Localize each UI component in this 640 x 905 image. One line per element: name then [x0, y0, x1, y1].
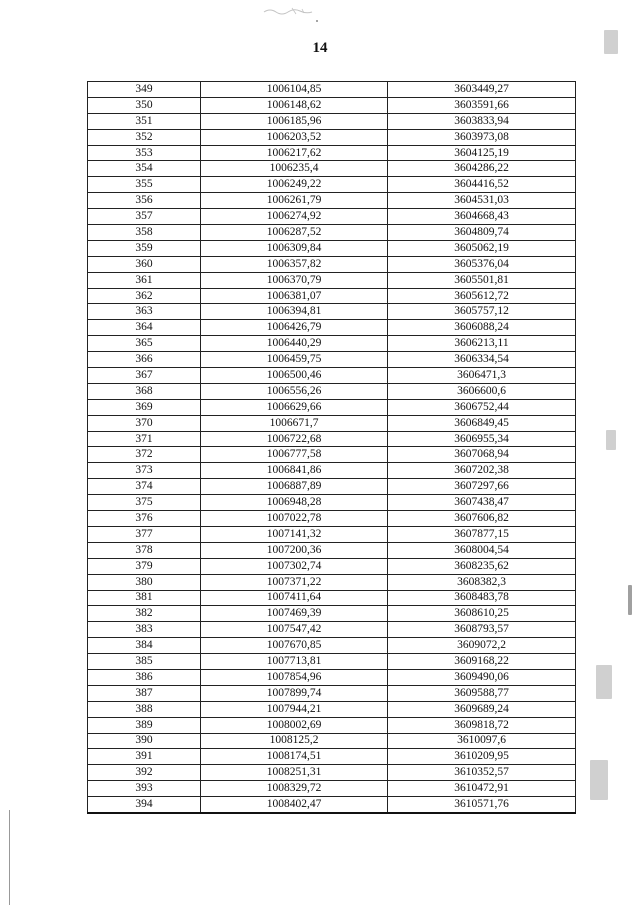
point-number-cell: 386: [88, 669, 201, 685]
y-coordinate-cell: 3606752,44: [388, 399, 576, 415]
point-number-cell: 394: [88, 797, 201, 813]
y-coordinate-cell: 3608235,62: [388, 558, 576, 574]
point-number-cell: 383: [88, 622, 201, 638]
scan-speckle: [606, 430, 616, 450]
y-coordinate-cell: 3606471,3: [388, 368, 576, 384]
x-coordinate-cell: 1006948,28: [201, 495, 388, 511]
x-coordinate-cell: 1006556,26: [201, 383, 388, 399]
point-number-cell: 365: [88, 336, 201, 352]
point-number-cell: 355: [88, 177, 201, 193]
y-coordinate-cell: 3610352,57: [388, 765, 576, 781]
x-coordinate-cell: 1007547,42: [201, 622, 388, 638]
x-coordinate-cell: 1006235,4: [201, 161, 388, 177]
table-row: [88, 320, 576, 336]
x-coordinate-cell: 1006381,07: [201, 288, 388, 304]
table-row: [88, 113, 576, 129]
point-number-cell: 368: [88, 383, 201, 399]
table-row: [88, 781, 576, 797]
point-number-cell: 387: [88, 685, 201, 701]
scan-artifact-mark: [262, 6, 322, 16]
y-coordinate-cell: 3607438,47: [388, 495, 576, 511]
point-number-cell: 388: [88, 701, 201, 717]
x-coordinate-cell: 1006777,58: [201, 447, 388, 463]
point-number-cell: 350: [88, 97, 201, 113]
point-number-cell: 384: [88, 638, 201, 654]
point-number-cell: 369: [88, 399, 201, 415]
point-number-cell: 381: [88, 590, 201, 606]
point-number-cell: 351: [88, 113, 201, 129]
table-row: [88, 272, 576, 288]
scan-speckle: [596, 665, 612, 699]
x-coordinate-cell: 1007371,22: [201, 574, 388, 590]
point-number-cell: 374: [88, 479, 201, 495]
point-number-cell: 385: [88, 654, 201, 670]
point-number-cell: 352: [88, 129, 201, 145]
y-coordinate-cell: 3603973,08: [388, 129, 576, 145]
table-row: [88, 177, 576, 193]
x-coordinate-cell: 1006459,75: [201, 352, 388, 368]
table-row: [88, 97, 576, 113]
point-number-cell: 362: [88, 288, 201, 304]
table-row: [88, 352, 576, 368]
table-row: [88, 383, 576, 399]
x-coordinate-cell: 1008002,69: [201, 717, 388, 733]
y-coordinate-cell: 3609490,06: [388, 669, 576, 685]
point-number-cell: 360: [88, 256, 201, 272]
x-coordinate-cell: 1006841,86: [201, 463, 388, 479]
x-coordinate-cell: 1006309,84: [201, 240, 388, 256]
table-row: [88, 574, 576, 590]
point-number-cell: 376: [88, 511, 201, 527]
x-coordinate-cell: 1006629,66: [201, 399, 388, 415]
y-coordinate-cell: 3609168,22: [388, 654, 576, 670]
y-coordinate-cell: 3606955,34: [388, 431, 576, 447]
y-coordinate-cell: 3608382,3: [388, 574, 576, 590]
coordinates-table-body: [88, 82, 576, 813]
x-coordinate-cell: 1006671,7: [201, 415, 388, 431]
point-number-cell: 363: [88, 304, 201, 320]
table-row: [88, 209, 576, 225]
y-coordinate-cell: 3609689,24: [388, 701, 576, 717]
y-coordinate-cell: 3603449,27: [388, 82, 576, 98]
point-number-cell: 357: [88, 209, 201, 225]
table-row: [88, 240, 576, 256]
y-coordinate-cell: 3609588,77: [388, 685, 576, 701]
y-coordinate-cell: 3607068,94: [388, 447, 576, 463]
scan-artifact-dot: [316, 20, 318, 22]
table-row: [88, 749, 576, 765]
x-coordinate-cell: 1007944,21: [201, 701, 388, 717]
point-number-cell: 377: [88, 526, 201, 542]
x-coordinate-cell: 1006261,79: [201, 193, 388, 209]
table-row: [88, 701, 576, 717]
y-coordinate-cell: 3608610,25: [388, 606, 576, 622]
point-number-cell: 375: [88, 495, 201, 511]
x-coordinate-cell: 1006426,79: [201, 320, 388, 336]
point-number-cell: 349: [88, 82, 201, 98]
y-coordinate-cell: 3606088,24: [388, 320, 576, 336]
point-number-cell: 354: [88, 161, 201, 177]
point-number-cell: 373: [88, 463, 201, 479]
table-row: [88, 447, 576, 463]
x-coordinate-cell: 1007411,64: [201, 590, 388, 606]
x-coordinate-cell: 1006440,29: [201, 336, 388, 352]
point-number-cell: 361: [88, 272, 201, 288]
x-coordinate-cell: 1006104,85: [201, 82, 388, 98]
table-row: [88, 654, 576, 670]
x-coordinate-cell: 1007854,96: [201, 669, 388, 685]
point-number-cell: 353: [88, 145, 201, 161]
table-row: [88, 511, 576, 527]
x-coordinate-cell: 1007670,85: [201, 638, 388, 654]
y-coordinate-cell: 3606213,11: [388, 336, 576, 352]
x-coordinate-cell: 1008402,47: [201, 797, 388, 813]
point-number-cell: 380: [88, 574, 201, 590]
y-coordinate-cell: 3604668,43: [388, 209, 576, 225]
x-coordinate-cell: 1008251,31: [201, 765, 388, 781]
y-coordinate-cell: 3607202,38: [388, 463, 576, 479]
table-row: [88, 463, 576, 479]
x-coordinate-cell: 1008174,51: [201, 749, 388, 765]
x-coordinate-cell: 1007302,74: [201, 558, 388, 574]
y-coordinate-cell: 3605757,12: [388, 304, 576, 320]
y-coordinate-cell: 3605062,19: [388, 240, 576, 256]
x-coordinate-cell: 1007022,78: [201, 511, 388, 527]
y-coordinate-cell: 3609818,72: [388, 717, 576, 733]
table-row: [88, 161, 576, 177]
table-row: [88, 542, 576, 558]
x-coordinate-cell: 1008329,72: [201, 781, 388, 797]
y-coordinate-cell: 3610097,6: [388, 733, 576, 749]
table-row: [88, 479, 576, 495]
point-number-cell: 391: [88, 749, 201, 765]
y-coordinate-cell: 3606600,6: [388, 383, 576, 399]
table-row: [88, 304, 576, 320]
point-number-cell: 378: [88, 542, 201, 558]
point-number-cell: 359: [88, 240, 201, 256]
y-coordinate-cell: 3605612,72: [388, 288, 576, 304]
y-coordinate-cell: 3607297,66: [388, 479, 576, 495]
point-number-cell: 389: [88, 717, 201, 733]
table-row: [88, 526, 576, 542]
point-number-cell: 372: [88, 447, 201, 463]
y-coordinate-cell: 3610472,91: [388, 781, 576, 797]
x-coordinate-cell: 1006394,81: [201, 304, 388, 320]
point-number-cell: 367: [88, 368, 201, 384]
table-row: [88, 606, 576, 622]
y-coordinate-cell: 3607877,15: [388, 526, 576, 542]
x-coordinate-cell: 1007141,32: [201, 526, 388, 542]
table-row: [88, 256, 576, 272]
point-number-cell: 390: [88, 733, 201, 749]
x-coordinate-cell: 1006357,82: [201, 256, 388, 272]
table-row: [88, 431, 576, 447]
table-row: [88, 717, 576, 733]
table-row: [88, 495, 576, 511]
point-number-cell: 358: [88, 225, 201, 241]
point-number-cell: 370: [88, 415, 201, 431]
table-row: [88, 193, 576, 209]
table-row: [88, 638, 576, 654]
y-coordinate-cell: 3604531,03: [388, 193, 576, 209]
y-coordinate-cell: 3608483,78: [388, 590, 576, 606]
x-coordinate-cell: 1006722,68: [201, 431, 388, 447]
table-row: [88, 82, 576, 98]
y-coordinate-cell: 3604286,22: [388, 161, 576, 177]
x-coordinate-cell: 1007899,74: [201, 685, 388, 701]
x-coordinate-cell: 1008125,2: [201, 733, 388, 749]
table-row: [88, 685, 576, 701]
table-row: [88, 590, 576, 606]
y-coordinate-cell: 3609072,2: [388, 638, 576, 654]
x-coordinate-cell: 1006500,46: [201, 368, 388, 384]
table-row: [88, 288, 576, 304]
scan-margin-line: [9, 810, 10, 905]
table-row: [88, 797, 576, 813]
x-coordinate-cell: 1006203,52: [201, 129, 388, 145]
y-coordinate-cell: 3606334,54: [388, 352, 576, 368]
y-coordinate-cell: 3603591,66: [388, 97, 576, 113]
y-coordinate-cell: 3605376,04: [388, 256, 576, 272]
scan-speckle: [604, 30, 618, 54]
point-number-cell: 379: [88, 558, 201, 574]
table-row: [88, 669, 576, 685]
y-coordinate-cell: 3603833,94: [388, 113, 576, 129]
y-coordinate-cell: 3604416,52: [388, 177, 576, 193]
table-row: [88, 129, 576, 145]
x-coordinate-cell: 1006287,52: [201, 225, 388, 241]
table-row: [88, 399, 576, 415]
table-row: [88, 225, 576, 241]
x-coordinate-cell: 1006887,89: [201, 479, 388, 495]
x-coordinate-cell: 1007200,36: [201, 542, 388, 558]
x-coordinate-cell: 1006249,22: [201, 177, 388, 193]
page-number: 14: [312, 40, 328, 56]
y-coordinate-cell: 3604809,74: [388, 225, 576, 241]
x-coordinate-cell: 1006274,92: [201, 209, 388, 225]
x-coordinate-cell: 1007469,39: [201, 606, 388, 622]
y-coordinate-cell: 3607606,82: [388, 511, 576, 527]
point-number-cell: 382: [88, 606, 201, 622]
table-row: [88, 415, 576, 431]
table-row: [88, 765, 576, 781]
x-coordinate-cell: 1007713,81: [201, 654, 388, 670]
x-coordinate-cell: 1006148,62: [201, 97, 388, 113]
y-coordinate-cell: 3608793,57: [388, 622, 576, 638]
y-coordinate-cell: 3606849,45: [388, 415, 576, 431]
point-number-cell: 356: [88, 193, 201, 209]
y-coordinate-cell: 3610571,76: [388, 797, 576, 813]
coordinates-table: [87, 81, 576, 814]
point-number-cell: 366: [88, 352, 201, 368]
point-number-cell: 371: [88, 431, 201, 447]
table-row: [88, 558, 576, 574]
table-row: [88, 622, 576, 638]
table-row: [88, 368, 576, 384]
point-number-cell: 392: [88, 765, 201, 781]
table-row: [88, 336, 576, 352]
y-coordinate-cell: 3604125,19: [388, 145, 576, 161]
x-coordinate-cell: 1006217,62: [201, 145, 388, 161]
x-coordinate-cell: 1006370,79: [201, 272, 388, 288]
point-number-cell: 393: [88, 781, 201, 797]
table-row: [88, 733, 576, 749]
y-coordinate-cell: 3605501,81: [388, 272, 576, 288]
x-coordinate-cell: 1006185,96: [201, 113, 388, 129]
table-row: [88, 145, 576, 161]
point-number-cell: 364: [88, 320, 201, 336]
scan-speckle: [628, 585, 632, 615]
scan-speckle: [590, 760, 608, 800]
y-coordinate-cell: 3610209,95: [388, 749, 576, 765]
y-coordinate-cell: 3608004,54: [388, 542, 576, 558]
